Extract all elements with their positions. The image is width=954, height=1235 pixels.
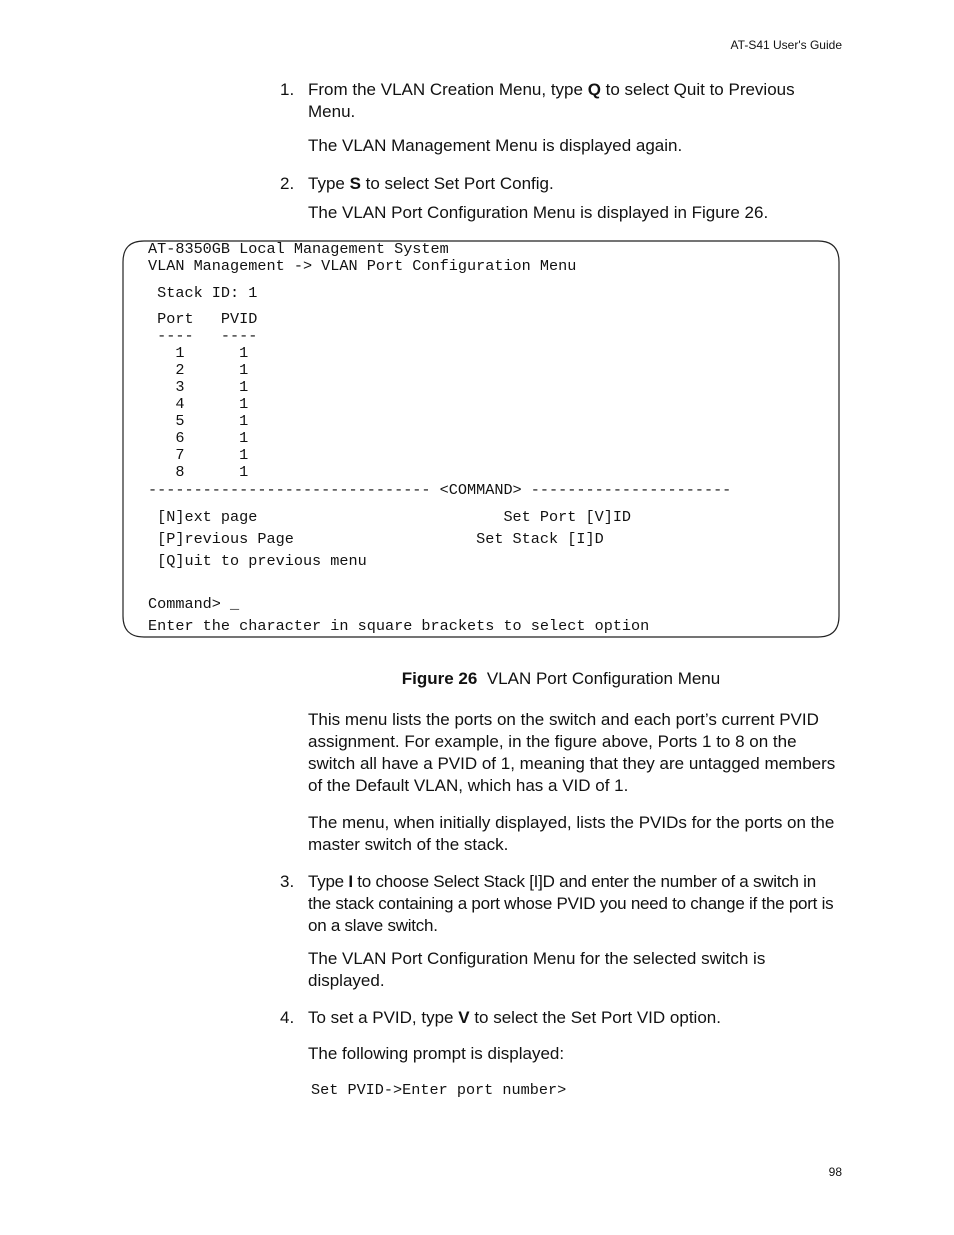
figure-caption (0, 669, 954, 689)
terminal-row: 3 1 (148, 378, 249, 396)
terminal-row: 6 1 (148, 429, 249, 447)
terminal-row: 7 1 (148, 446, 249, 464)
step-4-result: The following prompt is displayed: (308, 1044, 565, 1063)
step-4-pre: To set a PVID, type (308, 1008, 459, 1027)
body-paragraph-1: This menu lists the ports on the switch and each port’s current PVID assignment. For example, in the figure above, Ports 1 to 8 on the switch all have a PVID of 1, meaning that they are untagged members of the Default VLAN, which has a VID of 1. (308, 710, 836, 795)
step-4-text (308, 1007, 842, 1029)
step-2-text (308, 173, 842, 195)
step-1-number: 1. (280, 80, 295, 99)
step-3-number: 3. (280, 872, 295, 891)
terminal-command-next-page: [N]ext page Set Port [V]ID (148, 508, 632, 526)
step-1-result: The VLAN Management Menu is displayed again. (308, 136, 683, 155)
body-paragraph-2: The menu, when initially displayed, lists the PVIDs for the ports on the master switch of the stack. (308, 813, 835, 854)
figure-title: VLAN Port Configuration Menu (486, 669, 721, 688)
terminal-stack-id: Stack ID: 1 (148, 284, 258, 302)
step-2-result: The VLAN Port Configuration Menu is displayed in Figure 26. (308, 203, 769, 222)
terminal-command-divider: ------------------------------- <COMMAND> ---------------------- (148, 481, 732, 499)
step-2-post: to select Set Port Config. (360, 174, 554, 193)
terminal-command-prompt: Command> _ (148, 595, 240, 613)
terminal-command-quit: [Q]uit to previous menu (148, 552, 367, 570)
terminal-row: 5 1 (148, 412, 249, 430)
step-3-text (308, 871, 842, 937)
terminal-help-line: Enter the character in square brackets to select option (148, 617, 650, 635)
step-4-post: to select the Set Port VID option. (469, 1008, 721, 1027)
step-2-number: 2. (280, 174, 295, 193)
step-1-key: Q (587, 80, 601, 99)
terminal-command-previous-page: [P]revious Page Set Stack [I]D (148, 530, 604, 548)
step-2-pre: Type (308, 174, 350, 193)
terminal-col-rule: ---- ---- (148, 327, 258, 345)
step-3-post: to choose Select Stack [I]D and enter the number of a switch in the stack containing a port whose PVID you need to change if the port is on a slave switch. (308, 872, 834, 935)
step-3-pre: Type (308, 872, 349, 891)
step-4-key: V (458, 1008, 470, 1027)
running-header: AT-S41 User's Guide (730, 38, 842, 52)
figure-label: Figure 26 (401, 669, 478, 688)
step-1-text (308, 79, 842, 123)
step-3-key: I (348, 872, 353, 891)
step-4-number: 4. (280, 1008, 295, 1027)
terminal-path: VLAN Management -> VLAN Port Configuration Menu (148, 257, 577, 275)
terminal-row: 8 1 (148, 463, 249, 481)
step-1-post: to select Quit to Previous Menu. (308, 80, 795, 121)
terminal-title: AT-8350GB Local Management System (148, 240, 449, 258)
terminal-row: 1 1 (148, 344, 249, 362)
step-3-result: The VLAN Port Configuration Menu for the selected switch is displayed. (308, 949, 766, 990)
terminal-row: 4 1 (148, 395, 249, 413)
step-1-pre: From the VLAN Creation Menu, type (308, 80, 588, 99)
step-2-key: S (349, 174, 361, 193)
terminal-col-header: Port PVID (148, 310, 258, 328)
pvid-prompt: Set PVID->Enter port number> (311, 1081, 567, 1099)
page-number: 98 (828, 1165, 842, 1179)
terminal-row: 2 1 (148, 361, 249, 379)
